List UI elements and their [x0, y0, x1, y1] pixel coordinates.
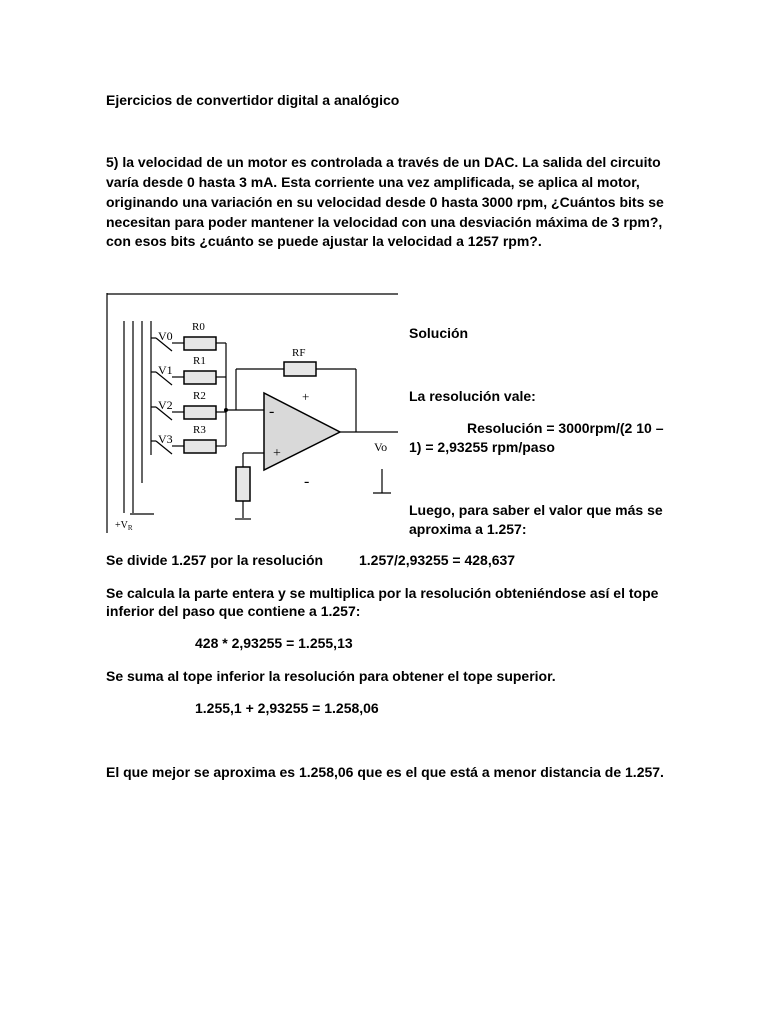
resolution-formula: 1) = 2,93255 rpm/paso [409, 439, 555, 455]
luego-text-line: Luego, para saber el valor que más se [409, 502, 663, 518]
resistor-r1 [184, 371, 216, 384]
resistor-ground [236, 467, 250, 501]
divide-step-text: Se divide 1.257 por la resolución [106, 552, 324, 568]
integer-step-text: Se calcula la parte entera y se multiplica por la resolución obteniéndose así el tope [106, 585, 659, 601]
integer-step-calc: 428 * 2,93255 = 1.255,13 [195, 635, 353, 651]
sum-step-text: Se suma al tope inferior la resolución para obtener el tope superior. [106, 668, 556, 684]
label-r1: R1 [193, 355, 206, 367]
dac-circuit-diagram [106, 293, 402, 533]
label-v0: V0 [158, 329, 173, 343]
problem-text-line: 5) la velocidad de un motor es controlada a través de un DAC. La salida del circuito [106, 154, 661, 170]
problem-text-line: varía desde 0 hasta 3 mA. Esta corriente una vez amplificada, se aplica al motor, [106, 174, 640, 190]
label-rf: RF [292, 347, 306, 359]
junction-node [224, 408, 228, 412]
label-r0: R0 [192, 321, 205, 333]
sum-step-calc: 1.255,1 + 2,93255 = 1.258,06 [195, 700, 379, 716]
document-title: Ejercicios de convertidor digital a analógico [106, 92, 400, 108]
resistor-rf [284, 362, 316, 376]
integer-step-text: inferior del paso que contiene a 1.257: [106, 603, 361, 619]
label-r2: R2 [193, 390, 206, 402]
resolution-formula: Resolución = 3000rpm/(2 10 – [467, 420, 664, 436]
label-r3: R3 [193, 424, 206, 436]
label-noninverting-input: + [273, 446, 281, 461]
label-inverting-input: - [269, 403, 275, 420]
label-vo: Vo [374, 440, 388, 454]
luego-text-line: aproxima a 1.257: [409, 521, 527, 537]
problem-text-line: con esos bits ¿cuánto se puede ajustar la velocidad a 1257 rpm?. [106, 233, 542, 249]
solution-heading: Solución [409, 325, 469, 341]
label-v1: V1 [158, 363, 173, 377]
label-v3: V3 [158, 432, 173, 446]
problem-text-line: originando una variación en su velocidad desde 0 hasta 3000 rpm, ¿Cuántos bits se [106, 194, 664, 210]
resistor-r0 [184, 337, 216, 350]
label-minus-bottom: - [304, 473, 310, 490]
label-v2: V2 [158, 398, 173, 412]
resistor-r2 [184, 406, 216, 419]
conclusion-text: El que mejor se aproxima es 1.258,06 que es el que está a menor distancia de 1.257. [106, 764, 664, 780]
label-plus-top: + [302, 389, 310, 404]
input-wiring [124, 321, 398, 519]
label-vref: $+V_R$ [115, 520, 133, 532]
divide-step-calc: 1.257/2,93255 = 428,637 [359, 552, 516, 568]
resolution-label: La resolución vale: [409, 388, 536, 404]
problem-text-line: necesitan para poder mantener la velocidad con una desviación máxima de 3 rpm?, [106, 214, 663, 230]
resistor-r3 [184, 440, 216, 453]
